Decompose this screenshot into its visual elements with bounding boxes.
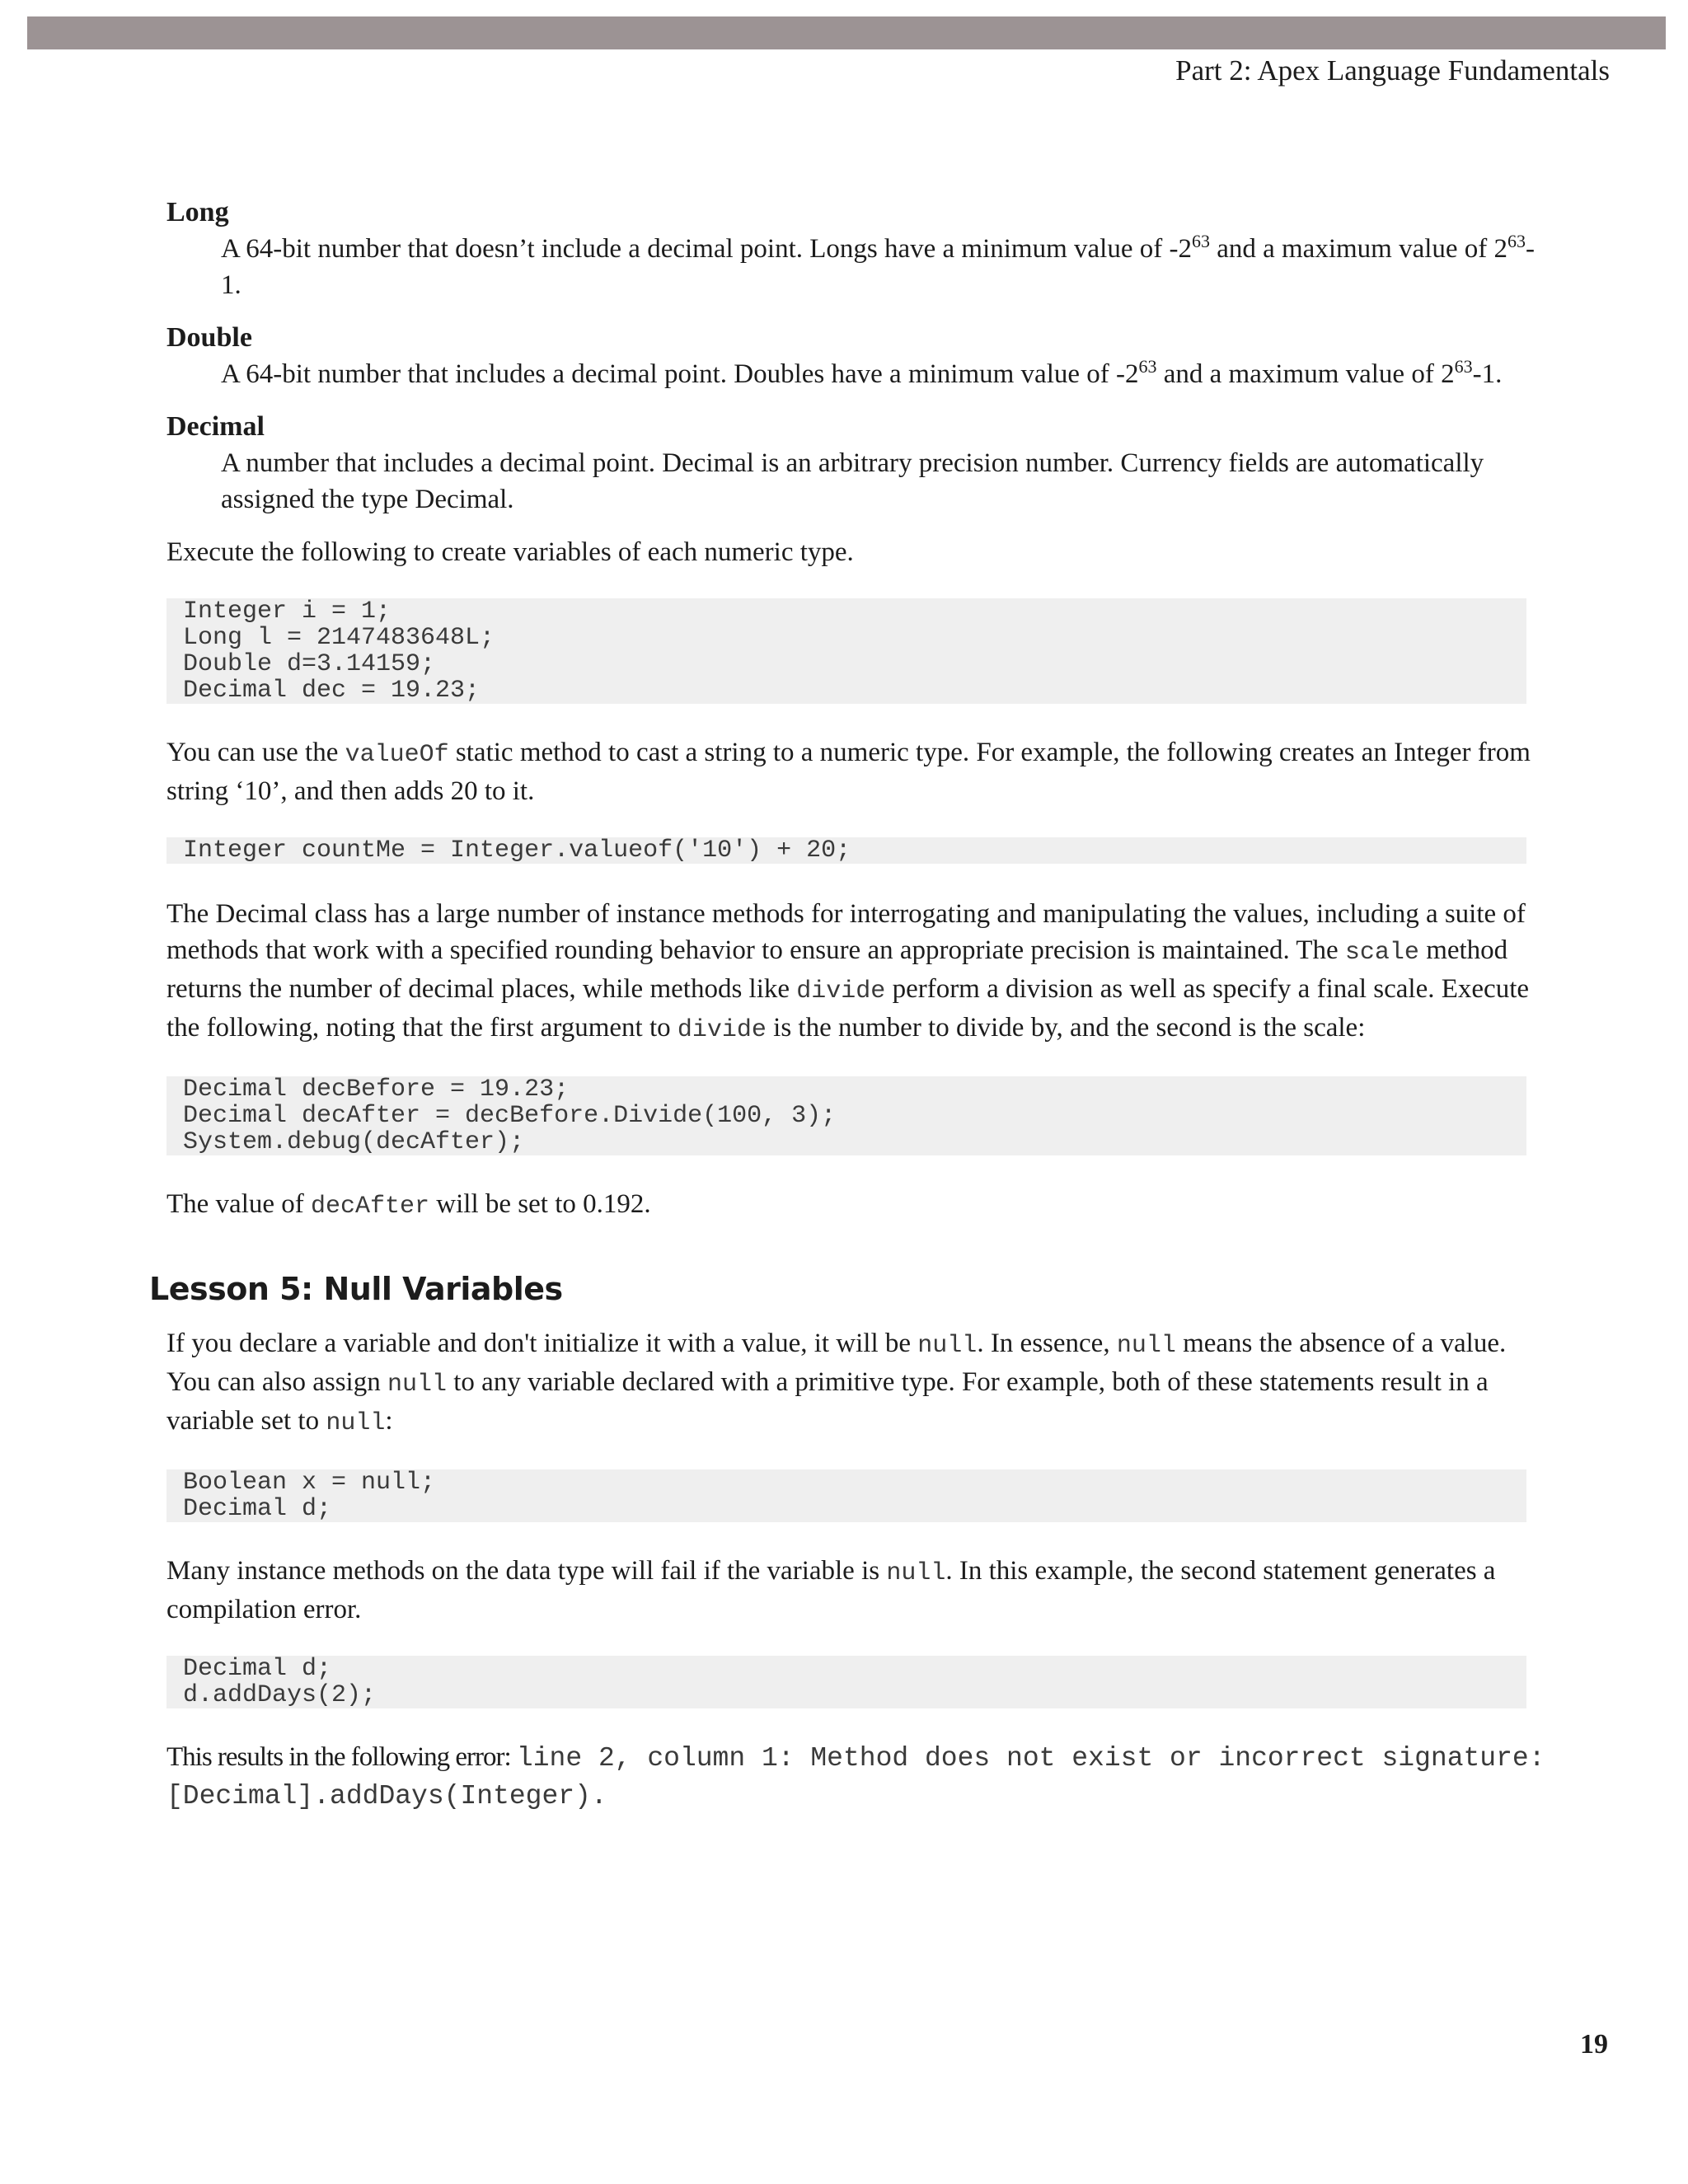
code-block-null-assign: Boolean x = null; Decimal d; (166, 1469, 1526, 1522)
definition-decimal: A number that includes a decimal point. Decimal is an arbitrary precision number. Currency fields are automatically assigned the type Decimal. (221, 448, 1484, 514)
code-block-adddays: Decimal d; d.addDays(2); (166, 1656, 1526, 1708)
paragraph-error: This results in the following error: line 2, column 1: Method does not exist or incorrect signature: [Decimal].addDays(Integer). (166, 1742, 1545, 1811)
paragraph-valueof: You can use the valueOf static method to cast a string to a numeric type. For example, the following creates an Integer from string ‘10’, and then adds 20 to it. (166, 738, 1531, 806)
paragraph-null-intro: If you declare a variable and don't initialize it with a value, it will be null. In essence, null means the absence of a value. You can also assign null to any variable declared with a primitive type. For example, both of these statements result in a variable set to null: (166, 1329, 1507, 1437)
page-number: 19 (1580, 2029, 1608, 2060)
paragraph-execute: Execute the following to create variables of each numeric type. (166, 537, 854, 567)
code-block-numeric-types: Integer i = 1; Long l = 2147483648L; Double d=3.14159; Decimal dec = 19.23; (166, 598, 1526, 704)
definition-long: A 64-bit number that doesn’t include a decimal point. Longs have a minimum value of $-2^{63}$ and a maximum value of $2^{63}-1$. (221, 231, 1536, 300)
term-decimal: Decimal (166, 411, 265, 442)
definition-double: A 64-bit number that includes a decimal point. Doubles have a minimum value of $-2^{63}$ and a maximum value of $2^{63}-1$. (221, 356, 1503, 389)
paragraph-decimal-class: The Decimal class has a large number of instance methods for interrogating and manipulating the values, including a suite of methods that work with a specified rounding behavior to ensure an appropriate precision is maintained. The scale method returns the number of decimal places, while methods like divide perform a division as well as specify a final scale. Execute the following, noting that the first argument to divide is the number to divide by, and the second is the scale: (166, 899, 1530, 1044)
paragraph-decafter-value: The value of decAfter will be set to 0.192. (166, 1189, 651, 1221)
code-block-countme: Integer countMe = Integer.valueof('10') + 20; (166, 837, 1526, 864)
paragraph-null-fail: Many instance methods on the data type will fail if the variable is null. In this example, the second statement generates a compilation error. (166, 1556, 1496, 1624)
header-bar (27, 16, 1666, 49)
code-block-divide: Decimal decBefore = 19.23; Decimal decAfter = decBefore.Divide(100, 3); System.debug(decAfter); (166, 1076, 1526, 1155)
lesson-heading: Lesson 5: Null Variables (149, 1271, 563, 1307)
page-content (149, 194, 1551, 1815)
term-long: Long (166, 197, 229, 227)
term-double: Double (166, 322, 252, 353)
running-head: Part 2: Apex Language Fundamentals (1175, 54, 1610, 87)
